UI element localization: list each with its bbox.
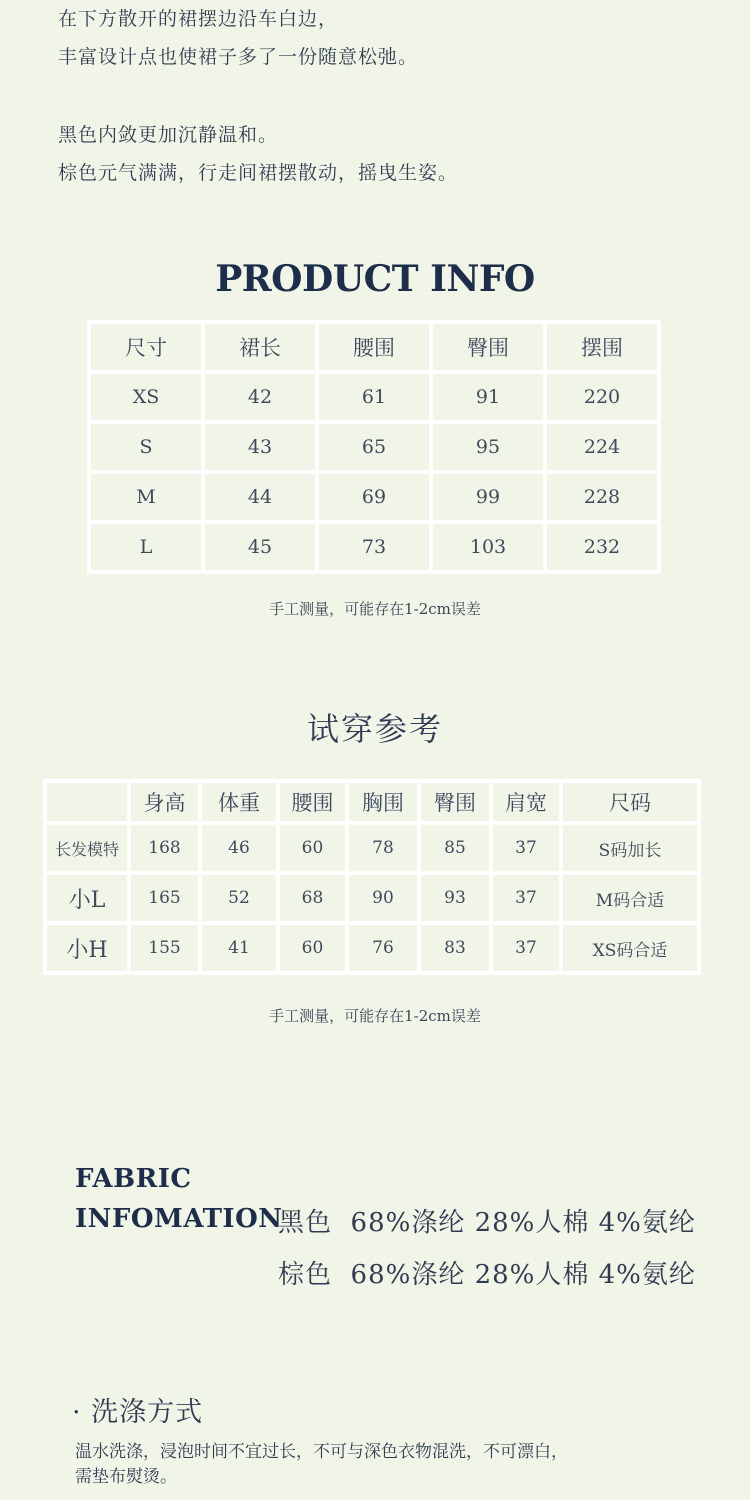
- try-on-table: [43, 779, 701, 975]
- table-row: [91, 374, 657, 420]
- table-cell: 78: [349, 825, 417, 871]
- table-cell: S码加长: [563, 825, 697, 871]
- table-row: [91, 474, 657, 520]
- table-cell: 224: [547, 424, 657, 470]
- table-cell: 60: [280, 825, 345, 871]
- table-cell: L: [91, 524, 201, 570]
- table-header-cell: 臀围: [421, 783, 489, 821]
- table-cell: M码合适: [563, 875, 697, 921]
- table-cell: 168: [131, 825, 198, 871]
- table-header-row: [47, 783, 697, 821]
- table-header-cell: 腰围: [280, 783, 345, 821]
- product-info-title: PRODUCT INFO: [215, 258, 535, 300]
- table-cell: 68: [280, 875, 345, 921]
- table-cell: XS码合适: [563, 925, 697, 971]
- table-header-cell: 裙长: [205, 324, 315, 370]
- intro-line: 在下方散开的裙摆边沿车白边，: [58, 8, 339, 30]
- table-cell: 99: [433, 474, 543, 520]
- table-cell: 46: [202, 825, 276, 871]
- table-cell: 52: [202, 875, 276, 921]
- model-name-cell: 小H: [47, 925, 127, 971]
- table-header-cell: 尺寸: [91, 324, 201, 370]
- table-cell: 61: [319, 374, 429, 420]
- table-header-row: [91, 324, 657, 370]
- wash-instructions-text: [75, 1440, 675, 1490]
- table-cell: 44: [205, 474, 315, 520]
- table-header-cell: 肩宽: [493, 783, 559, 821]
- table-cell: 37: [493, 825, 559, 871]
- table-header-cell: 腰围: [319, 324, 429, 370]
- table-header-cell: 尺码: [563, 783, 697, 821]
- table-row: [47, 875, 697, 921]
- table-row: [47, 825, 697, 871]
- measurement-note: 手工测量，可能存在1-2cm误差: [269, 1007, 481, 1025]
- table-cell: 83: [421, 925, 489, 971]
- table-row: [91, 524, 657, 570]
- fabric-label: INFOMATION: [75, 1204, 283, 1234]
- fabric-label: FABRIC: [75, 1164, 192, 1194]
- table-header-cell: 摆围: [547, 324, 657, 370]
- table-cell: 85: [421, 825, 489, 871]
- table-cell: 95: [433, 424, 543, 470]
- model-name-cell: 长发模特: [47, 825, 127, 871]
- table-cell: 42: [205, 374, 315, 420]
- table-cell: 220: [547, 374, 657, 420]
- table-cell: 155: [131, 925, 198, 971]
- table-cell: 91: [433, 374, 543, 420]
- intro-line: 黑色内敛更加沉静温和。: [58, 124, 279, 146]
- table-cell: 228: [547, 474, 657, 520]
- table-cell: 103: [433, 524, 543, 570]
- table-cell: 165: [131, 875, 198, 921]
- try-on-title: 试穿参考: [306, 710, 443, 748]
- table-cell: 37: [493, 875, 559, 921]
- table-cell: 73: [319, 524, 429, 570]
- intro-line: 丰富设计点也使裙子多了一份随意松弛。: [58, 46, 419, 68]
- table-cell: 60: [280, 925, 345, 971]
- table-row: [47, 925, 697, 971]
- fabric-composition: 黑色 68%涤纶 28%人棉 4%氨纶: [278, 1208, 696, 1238]
- table-cell: M: [91, 474, 201, 520]
- table-cell: 45: [205, 524, 315, 570]
- table-cell: S: [91, 424, 201, 470]
- table-cell: 232: [547, 524, 657, 570]
- table-cell: XS: [91, 374, 201, 420]
- wash-line: 温水洗涤，浸泡时间不宜过长，不可与深色衣物混洗，不可漂白，: [75, 1442, 568, 1462]
- table-header-cell: 身高: [131, 783, 198, 821]
- model-name-cell: 小L: [47, 875, 127, 921]
- table-cell: 76: [349, 925, 417, 971]
- table-cell: 43: [205, 424, 315, 470]
- table-row: [91, 424, 657, 470]
- table-cell: 93: [421, 875, 489, 921]
- table-cell: 65: [319, 424, 429, 470]
- table-cell: 37: [493, 925, 559, 971]
- table-header-cell: 臀围: [433, 324, 543, 370]
- table-cell: 41: [202, 925, 276, 971]
- table-cell: 90: [349, 875, 417, 921]
- table-header-cell: 体重: [202, 783, 276, 821]
- measurement-note: 手工测量，可能存在1-2cm误差: [269, 600, 481, 618]
- wash-line: 需垫布熨烫。: [75, 1467, 177, 1487]
- table-cell: 69: [319, 474, 429, 520]
- table-header-cell: [47, 783, 127, 821]
- fabric-composition: 棕色 68%涤纶 28%人棉 4%氨纶: [278, 1260, 696, 1290]
- wash-instructions-title: · 洗涤方式: [72, 1397, 204, 1428]
- size-table: [87, 320, 661, 574]
- intro-text: [58, 0, 698, 192]
- intro-line: 棕色元气满满，行走间裙摆散动，摇曳生姿。: [58, 162, 459, 184]
- table-header-cell: 胸围: [349, 783, 417, 821]
